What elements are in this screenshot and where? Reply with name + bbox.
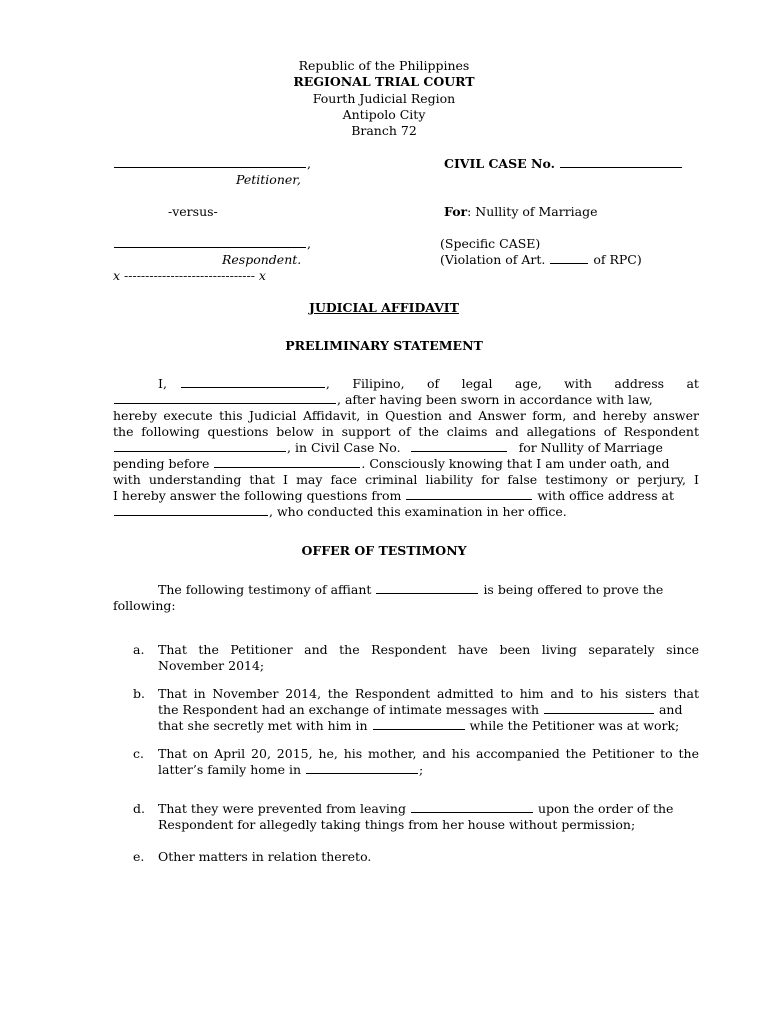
affiant-blank — [376, 582, 478, 594]
item-d-line-1 — [158, 801, 673, 817]
examiner-blank — [406, 488, 532, 500]
civil-case-line — [444, 156, 683, 172]
affidavit-title: JUDICIAL AFFIDAVIT — [309, 300, 459, 315]
versus-label: -versus- — [168, 204, 218, 219]
item-e-letter: e. — [133, 849, 145, 864]
office-address-blank — [114, 504, 268, 516]
text: legal — [461, 376, 493, 391]
offer-title: OFFER OF TESTIMONY — [301, 543, 467, 558]
offer-line-1 — [158, 582, 663, 598]
prelim-line-3: hereby execute this Judicial Affidavit, in Question and Answer form, and hereby answer — [113, 408, 699, 423]
article-blank — [550, 252, 588, 264]
item-b-line-3 — [158, 718, 679, 734]
violation-line — [440, 252, 642, 268]
text: latter’s family home in — [158, 762, 302, 777]
prelim-line-1 — [158, 376, 699, 392]
item-c-line-2 — [158, 762, 423, 778]
court-name: REGIONAL TRIAL COURT — [293, 74, 475, 89]
text: that she secretly met with him in — [158, 718, 368, 733]
text: address — [614, 376, 665, 391]
text: . Consciously knowing that I am under oath, and — [361, 456, 670, 471]
prelim-line-9 — [113, 504, 567, 520]
petitioner-label: Petitioner, — [236, 172, 301, 187]
prelim-line-7: with understanding that I may face criminal liability for false testimony or perjury, I — [113, 472, 699, 487]
offer-line-2: following: — [113, 598, 176, 613]
for-label: For — [444, 204, 468, 219]
text: and — [658, 702, 683, 717]
case-number-blank — [411, 440, 507, 452]
text: while the Petitioner was at work; — [469, 718, 680, 733]
text: the Respondent had an exchange of intimate messages with — [158, 702, 540, 717]
comma: , — [307, 156, 311, 171]
text: of — [427, 376, 440, 391]
text: The following testimony of affiant — [158, 582, 372, 597]
prelim-line-8 — [113, 488, 674, 504]
prelim-line-2 — [113, 392, 653, 408]
text: upon the order of the — [537, 801, 674, 816]
specific-case: (Specific CASE) — [440, 236, 541, 251]
court-blank — [214, 456, 360, 468]
respondent-name-line — [113, 236, 311, 252]
republic-line: Republic of the Philippines — [298, 58, 470, 73]
branch: Branch 72 — [351, 123, 417, 138]
for-line — [444, 204, 598, 220]
text: That they were prevented from leaving — [158, 801, 406, 816]
item-c-letter: c. — [133, 746, 144, 761]
family-home-blank — [306, 762, 418, 774]
text: , — [325, 376, 330, 391]
text: , after having been sworn in accordance with law, — [337, 392, 653, 407]
city: Antipolo City — [342, 107, 426, 122]
petitioner-blank — [114, 156, 306, 168]
judicial-region: Fourth Judicial Region — [312, 91, 456, 106]
item-d-line-2: Respondent for allegedly taking things from her house without permission; — [158, 817, 636, 832]
item-b-line-2 — [158, 702, 683, 718]
text: I, — [158, 376, 167, 391]
text: , in Civil Case No. — [287, 440, 401, 455]
comma: , — [307, 236, 311, 251]
item-a-line-1: That the Petitioner and the Respondent have been living separately since — [158, 642, 699, 657]
place-blank — [411, 801, 533, 813]
respondent-blank — [114, 236, 306, 248]
civil-case-label: CIVIL CASE No. — [444, 156, 555, 171]
messages-with-blank — [544, 702, 654, 714]
prelim-line-5 — [113, 440, 663, 456]
meeting-place-blank — [373, 718, 465, 730]
item-a-letter: a. — [133, 642, 145, 657]
item-c-line-1: That on April 20, 2015, he, his mother, and his accompanied the Petitioner to the — [158, 746, 699, 761]
text: pending before — [113, 456, 210, 471]
text: ; — [419, 762, 424, 777]
text: with office address at — [537, 488, 675, 503]
address-blank — [114, 392, 336, 404]
text: , who conducted this examination in her office. — [269, 504, 567, 519]
respondent-name-blank — [114, 440, 286, 452]
item-a-line-2: November 2014; — [158, 658, 265, 673]
item-d-letter: d. — [133, 801, 145, 816]
prelim-line-4: the following questions below in support of the claims and allegations of Respondent — [113, 424, 699, 439]
civil-case-blank — [560, 156, 682, 168]
item-b-letter: b. — [133, 686, 145, 701]
respondent-label: Respondent. — [222, 252, 302, 267]
prelim-line-6 — [113, 456, 669, 472]
text: with — [564, 376, 592, 391]
preliminary-title: PRELIMINARY STATEMENT — [285, 338, 483, 353]
caption-x-line: x ------------------------------- x — [113, 268, 266, 283]
violation-label: (Violation of Art. — [440, 252, 546, 267]
violation-suffix: of RPC) — [593, 252, 642, 267]
item-e-line-1: Other matters in relation thereto. — [158, 849, 372, 864]
for-value: : Nullity of Marriage — [467, 204, 598, 219]
text: age, — [514, 376, 542, 391]
text: Filipino, — [352, 376, 405, 391]
petitioner-name-line — [113, 156, 311, 172]
text: at — [686, 376, 699, 391]
text: for Nullity of Marriage — [518, 440, 663, 455]
item-b-line-1: That in November 2014, the Respondent admitted to him and to his sisters that — [158, 686, 699, 701]
text: is being offered to prove the — [483, 582, 664, 597]
affiant-name-blank — [181, 376, 325, 388]
text: I hereby answer the following questions from — [113, 488, 402, 503]
